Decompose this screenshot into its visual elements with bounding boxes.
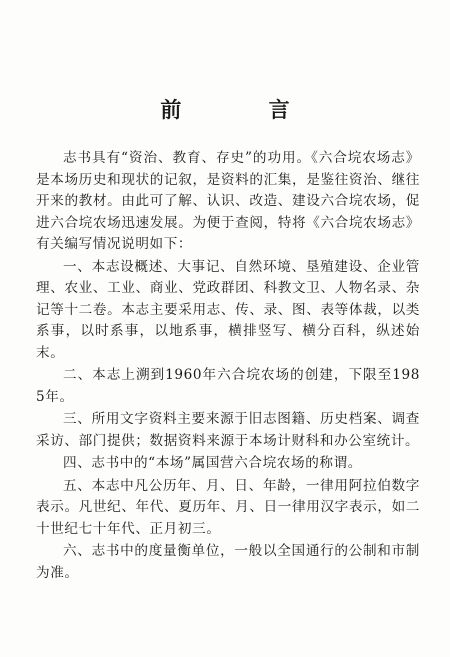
paragraph-item-1: 一、本志设概述、大事记、自然环境、垦殖建设、企业管理、农业、工业、商业、党政群团、科教文卫、人物名录、杂记等十二卷。本志主要采用志、传、录、图、表等体裁，以类系事，以时系事，以地系事，横排竖写、横分百科，纵述始末。 bbox=[36, 258, 420, 361]
preface-body bbox=[36, 148, 420, 585]
paragraph-item-6: 六、志书中的度量衡单位，一般以全国通行的公制和市制为准。 bbox=[36, 543, 420, 581]
paragraph-intro: 志书具有“资治、教育、存史”的功用。《六合垸农场志》是本场历史和现状的记叙，是资料的汇集，是鉴往资治、继往开来的教材。由此可了解、认识、改造、建设六合垸农场，促进六合垸农场迅速发展。为便于查阅，特将《六合垸农场志》有关编写情况说明如下： bbox=[36, 150, 420, 252]
paragraph-item-4: 四、志书中的“本场”属国营六合垸农场的称谓。 bbox=[63, 455, 362, 471]
paragraph-item-5: 五、本志中凡公历年、月、日、年龄，一律用阿拉伯数字表示。凡世纪、年代、夏历年、月、日一律用汉字表示，如二十世纪七十年代、正月初三。 bbox=[36, 477, 420, 537]
paragraph-item-3: 三、所用文字资料主要来源于旧志图籍、历史档案、调查采访、部门提供；数据资料来源于本场计财科和办公室统计。 bbox=[36, 411, 420, 449]
paragraph-item-2: 二、本志上溯到1960年六合垸农场的创建，下限至1985年。 bbox=[36, 367, 420, 405]
page-title: 前 言 bbox=[160, 98, 330, 122]
